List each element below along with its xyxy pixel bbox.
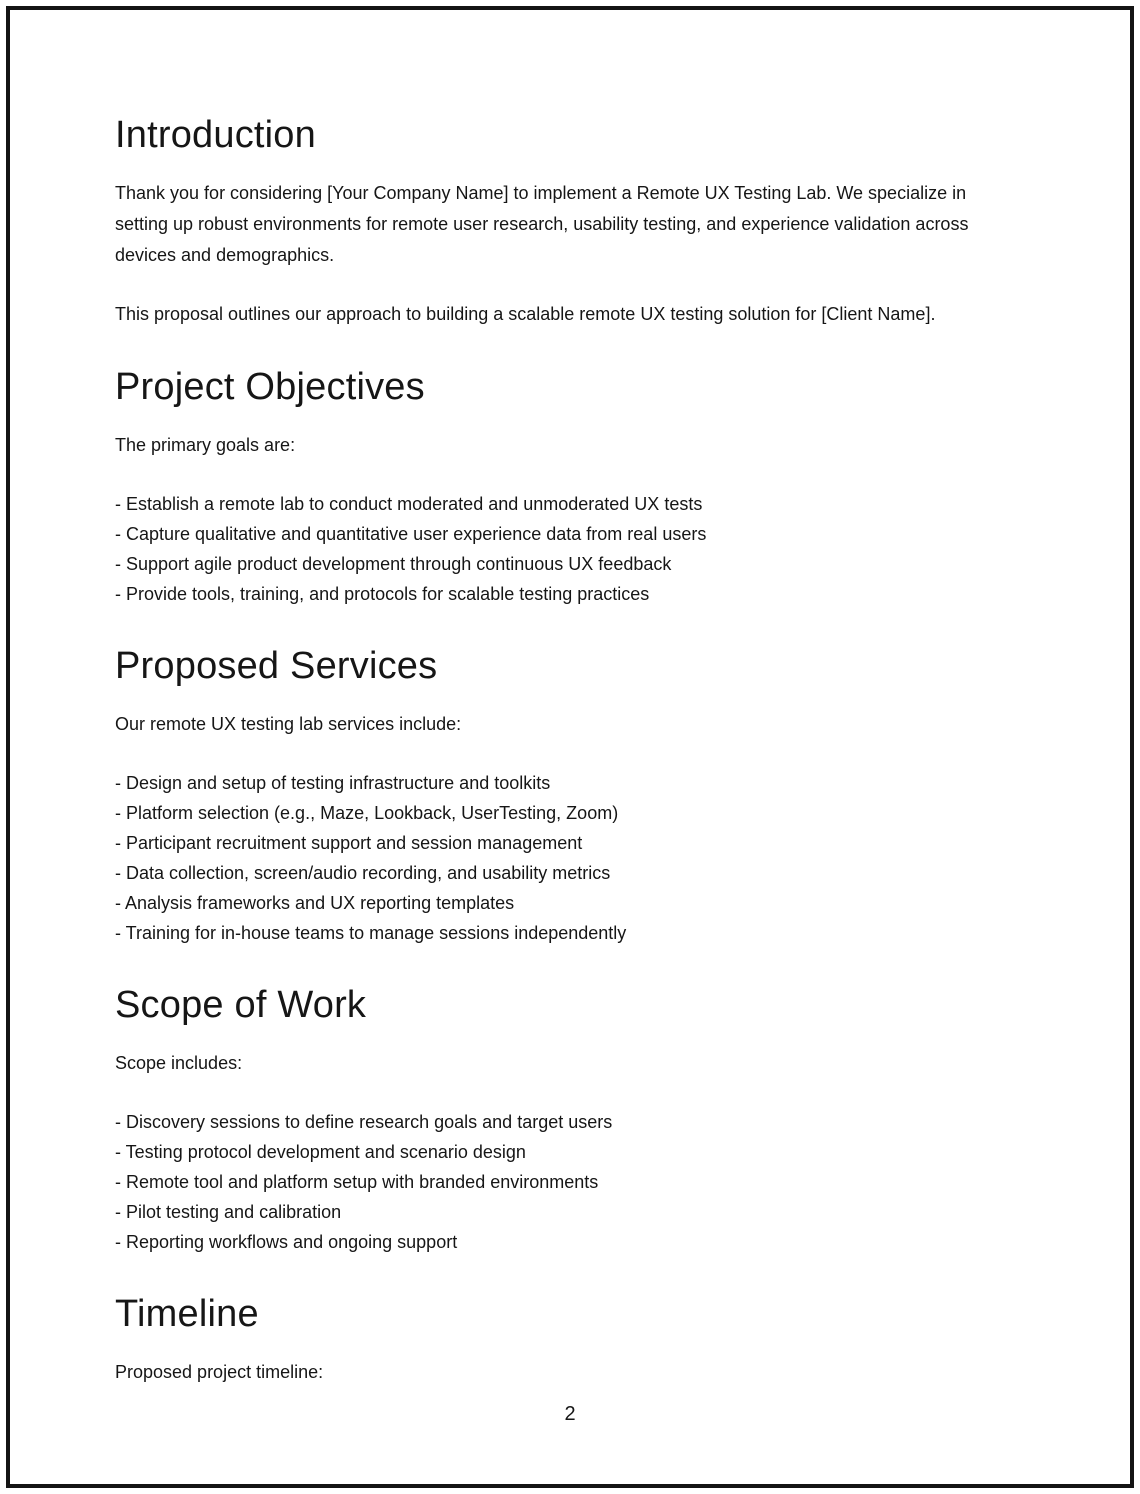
list-item: - Analysis frameworks and UX reporting templates xyxy=(115,893,515,913)
list-item: - Establish a remote lab to conduct moderated and unmoderated UX tests xyxy=(115,494,703,514)
introduction-paragraph-2: This proposal outlines our approach to building a scalable remote UX testing solution for [Client Name]. xyxy=(115,304,936,324)
list-item: - Participant recruitment support and session management xyxy=(115,833,583,853)
list-item: - Pilot testing and calibration xyxy=(115,1202,342,1222)
section-heading-proposed-services: Proposed Services xyxy=(115,645,438,687)
proposed-services-intro: Our remote UX testing lab services include: xyxy=(115,714,462,734)
list-item: - Discovery sessions to define research goals and target users xyxy=(115,1112,613,1132)
section-heading-project-objectives: Project Objectives xyxy=(115,366,425,408)
timeline-intro: Proposed project timeline: xyxy=(115,1362,324,1382)
list-item: - Remote tool and platform setup with branded environments xyxy=(115,1172,599,1192)
section-heading-scope-of-work: Scope of Work xyxy=(115,984,367,1026)
section-heading-timeline: Timeline xyxy=(115,1293,259,1335)
project-objectives-intro: The primary goals are: xyxy=(115,435,296,455)
list-item: - Reporting workflows and ongoing support xyxy=(115,1232,458,1252)
page-number: 2 xyxy=(564,1403,576,1425)
scope-of-work-list xyxy=(115,1107,1020,1257)
introduction-paragraph-1: Thank you for considering [Your Company Name] to implement a Remote UX Testing Lab. We specialize in setting up robust environments for remote user research, usability testing, and experience validation across devices and demographics. xyxy=(115,183,969,265)
list-item: - Support agile product development through continuous UX feedback xyxy=(115,554,672,574)
list-item: - Data collection, screen/audio recording, and usability metrics xyxy=(115,863,611,883)
project-objectives-list xyxy=(115,489,1020,609)
list-item: - Capture qualitative and quantitative user experience data from real users xyxy=(115,524,707,544)
list-item: - Design and setup of testing infrastructure and toolkits xyxy=(115,773,551,793)
section-heading-introduction: Introduction xyxy=(115,114,316,156)
list-item: - Testing protocol development and scenario design xyxy=(115,1142,526,1162)
list-item: - Platform selection (e.g., Maze, Lookback, UserTesting, Zoom) xyxy=(115,803,619,823)
list-item: - Training for in-house teams to manage sessions independently xyxy=(115,923,627,943)
proposed-services-list xyxy=(115,768,1020,948)
list-item: - Provide tools, training, and protocols for scalable testing practices xyxy=(115,584,650,604)
scope-of-work-intro: Scope includes: xyxy=(115,1053,243,1073)
